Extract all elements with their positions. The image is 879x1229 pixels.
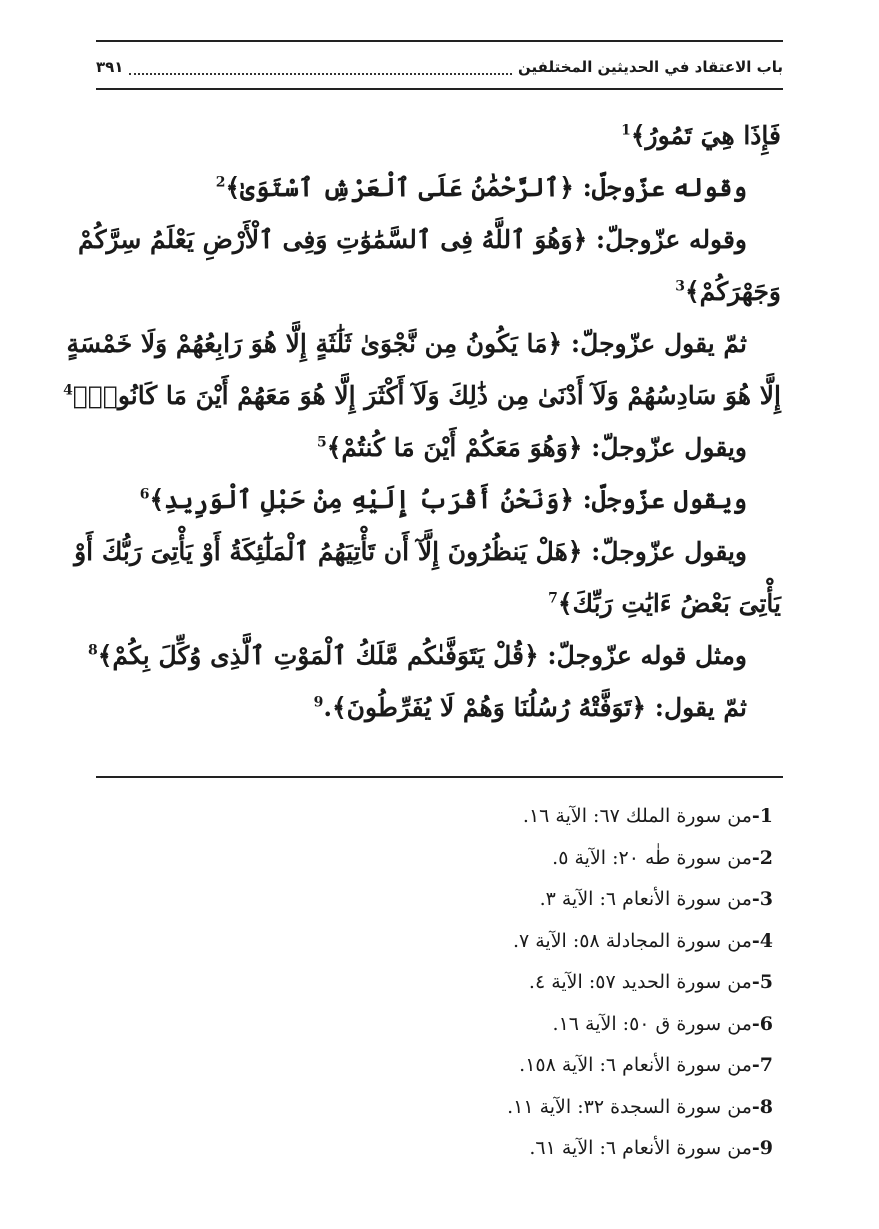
- footnote-marker: 4: [63, 382, 73, 399]
- footnote-number: 9-: [751, 1137, 773, 1159]
- footnote: [96, 838, 781, 880]
- footnote-marker: 6: [139, 486, 150, 503]
- footnote: [96, 1045, 781, 1087]
- footnote-number: 6-: [751, 1012, 773, 1035]
- text-line: [98, 266, 781, 318]
- footnote-marker: 8: [87, 642, 98, 659]
- line-text: وقوله عزّوجلّ: ﴿وَهُوَ ٱللَّهُ فِى ٱلسَّمَٰوَٰتِ وَفِى ٱلْأَرْضِ يَعْلَمُ سِرَّكُمْ: [78, 225, 747, 254]
- footnote-number: 7-: [751, 1054, 773, 1076]
- text-line: [98, 422, 781, 474]
- footnote-number: 8-: [751, 1095, 773, 1118]
- line-text: وَجَهْرَكُمْ﴾: [684, 277, 781, 306]
- footnote-text: من سورة الأنعام ٦: الآية ٦١.: [529, 1137, 752, 1159]
- footnote: [96, 1087, 781, 1129]
- text-line: [98, 682, 781, 734]
- text-line: [74, 526, 781, 578]
- running-header: [96, 52, 783, 82]
- line-text: ثمّ يقول عزّوجلّ: ﴿مَا يَكُونُ مِن نَّجْوَىٰ ثَلَٰثَةٍ إِلَّا هُوَ رَابِعُهُمْ وَلَا خَمْسَةٍ: [66, 329, 747, 358]
- footnote-marker: 7: [548, 590, 558, 607]
- footnote-separator: [96, 776, 783, 778]
- line-text: ويقول عزّوجلّ: ﴿وَهُوَ مَعَكُمْ أَيْنَ مَا كُنتُمْ﴾: [326, 433, 747, 462]
- line-text: إِلَّا هُوَ سَادِسُهُمْ وَلَآ أَدْنَىٰ مِن ذَٰلِكَ وَلَآ أَكْثَرَ إِلَّا هُوَ مَعَهُمْ أَيْنَ مَا كَانُوا۟﴾: [72, 381, 781, 410]
- footnote-text: من سورة السجدة ٣٢: الآية ١١.: [507, 1095, 752, 1118]
- text-line: [98, 162, 781, 214]
- line-text: ومثل قوله عزّوجلّ: ﴿قُلْ يَتَوَفَّىٰكُم مَّلَكُ ٱلْمَوْتِ ٱلَّذِى وُكِّلَ بِكُمْ﴾: [97, 641, 747, 670]
- header-title: باب الاعتقاد في الحديثين المختلفين: [518, 58, 783, 76]
- text-line: [78, 214, 781, 266]
- header-rule: [96, 88, 783, 90]
- footnotes: [96, 796, 781, 1170]
- footnote-number: 1-: [751, 805, 773, 827]
- footnote: [96, 1004, 781, 1046]
- footnote: [96, 879, 781, 921]
- line-text: وقوله عزّوجلّ: ﴿ٱلرَّحْمَٰنُ عَلَى ٱلْعَرْشِ ٱسْتَوَىٰ﴾: [225, 173, 747, 202]
- page-number: ٣٩١: [96, 58, 124, 76]
- line-text: ويقول عزّوجلّ: ﴿هَلْ يَنظُرُونَ إِلَّآ أَن تَأْتِيَهُمُ ٱلْمَلَٰٓئِكَةُ أَوْ يَأْتِىَ رَبُّكَ أَوْ: [74, 537, 747, 566]
- footnote-text: من سورة الأنعام ٦: الآية ١٥٨.: [519, 1054, 752, 1076]
- footnote-text: من سورة طٰه ٢٠: الآية ٥.: [552, 846, 752, 869]
- top-rule: [96, 40, 783, 42]
- line-text: يَأْتِىَ بَعْضُ ءَايَٰتِ رَبِّكَ﴾: [557, 589, 781, 618]
- footnote-marker: 1: [621, 122, 631, 139]
- footnote-text: من سورة ق ٥٠: الآية ١٦.: [552, 1012, 752, 1035]
- footnote-marker: 5: [316, 434, 327, 451]
- footnote-number: 5-: [751, 971, 773, 993]
- footnote-number: 4-: [751, 929, 773, 952]
- footnote-number: 2-: [751, 846, 773, 869]
- footnote-text: من سورة الملك ٦٧: الآية ١٦.: [522, 805, 752, 827]
- footnote-marker: 9: [313, 694, 324, 711]
- text-line: [98, 474, 781, 526]
- footnote-text: من سورة الأنعام ٦: الآية ٣.: [539, 888, 752, 910]
- footnote: [96, 1128, 781, 1170]
- text-line: [98, 578, 781, 630]
- text-line: [87, 630, 781, 682]
- footnote-marker: 3: [675, 278, 685, 295]
- text-line: [66, 318, 781, 370]
- main-text: [63, 110, 781, 734]
- footnote: [96, 962, 781, 1004]
- footnote-text: من سورة المجادلة ٥٨: الآية ٧.: [512, 929, 752, 952]
- line-text: فَإِذَا هِيَ تَمُورُ﴾: [630, 121, 781, 150]
- footnote-marker: 2: [215, 174, 226, 191]
- text-line: [98, 110, 781, 162]
- header-leader-dots: [129, 59, 512, 75]
- text-line: [63, 370, 781, 422]
- footnote-number: 3-: [751, 888, 773, 910]
- footnote-text: من سورة الحديد ٥٧: الآية ٤.: [528, 971, 752, 993]
- line-text: ثمّ يقول: ﴿تَوَفَّتْهُ رُسُلُنَا وَهُمْ لَا يُفَرِّطُونَ﴾.: [323, 693, 747, 722]
- footnote: [96, 796, 781, 838]
- line-text: ويقول عزّوجلّ: ﴿وَنَحْنُ أَقْرَبُ إِلَيْهِ مِنْ حَبْلِ ٱلْوَرِيدِ﴾: [149, 485, 747, 514]
- footnote: [96, 921, 781, 963]
